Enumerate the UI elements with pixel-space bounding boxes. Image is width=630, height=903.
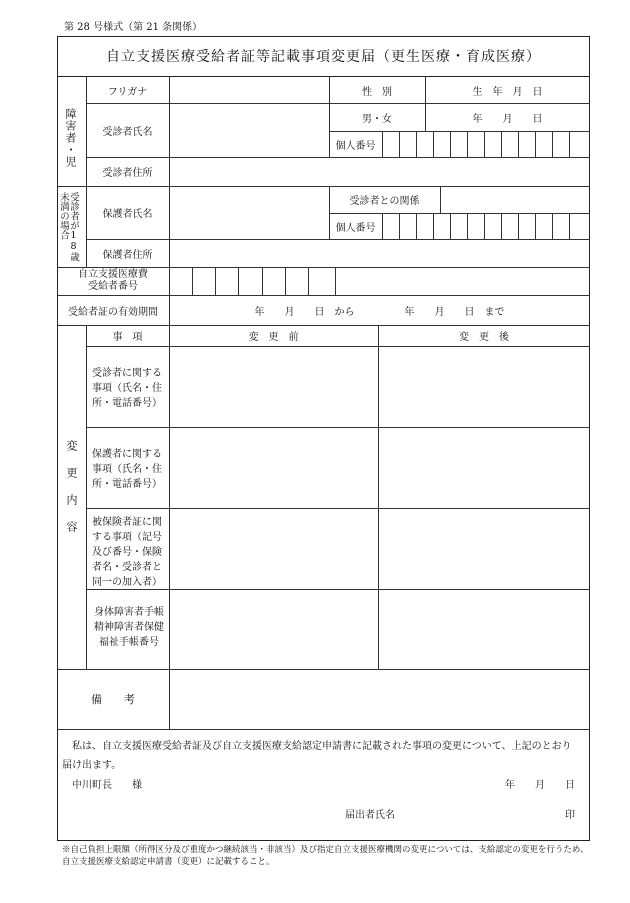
form-number: 第 28 号様式（第 21 条関係） [64, 22, 203, 33]
patient-address-label: 受診者住所 [102, 168, 153, 179]
change-row-handbook: 身体障害者手帳 精神障害者保健 福祉手帳番号 [94, 607, 164, 648]
gender-options: 男・女 [362, 113, 392, 125]
change-row-patient: 受診者に関する事項（氏名・住所・電話番号） [92, 368, 162, 409]
gender-label: 性 別 [362, 86, 392, 98]
validity-label: 受給者証の有効期間 [68, 306, 158, 318]
guardian-name-label: 保護者氏名 [102, 209, 153, 220]
col-after-header: 変 更 後 [459, 332, 509, 343]
guardian-individual-number-label: 個人番号 [335, 222, 376, 234]
addressee: 中川町長 様 [72, 780, 142, 791]
change-row-guardian: 保護者に関する事項（氏名・住所・電話番号） [92, 449, 162, 490]
section-change-label: 変更内容 [65, 440, 78, 548]
recipient-number-label: 自立支援医療費 受給者番号 [78, 269, 148, 292]
seal-mark: 印 [565, 810, 575, 821]
form-title: 自立支援医療受給者証等記載事項変更届（更生医療・育成医療） [57, 36, 590, 77]
birth-date-value: 年 月 日 [472, 113, 543, 125]
furigana-label: フリガナ [107, 86, 148, 98]
birth-date-label: 生 年 月 日 [472, 86, 543, 98]
section-patient-label: 障害者・児 [64, 108, 77, 168]
applicant-name-label: 届出者氏名 [345, 810, 395, 821]
change-row-insurance: 被保険者証に関する事項（記号及び番号・保険者名・受診者と同一の加入者） [92, 517, 162, 588]
declaration-date: 年 月 日 [505, 780, 575, 791]
footnote: ※自己負担上限額（所得区分及び重度かつ継続該当・非該当）及び指定自立支援医療機関の変更については、支給認定の変更を行うため、自立支援医療支給認定申請書（変更）に記載すること。 [62, 845, 589, 867]
guardian-address-label: 保護者住所 [102, 249, 153, 261]
relation-label: 受診者との関係 [349, 196, 420, 207]
remarks-label: 備 考 [91, 693, 135, 706]
declaration-line1: 私は、自立支援医療受給者証及び自立支援医療支給認定申請書に記載された事項の変更について、上記のとおり [72, 741, 572, 752]
declaration-line2: 届け出ます。 [62, 760, 122, 771]
validity-value: 年 月 日 から 年 月 日 まで [254, 306, 505, 318]
col-item-header: 事 項 [112, 332, 143, 343]
patient-individual-number-label: 個人番号 [335, 140, 376, 152]
section-guardian-label: 受診者が18歳未満の場合 [58, 192, 79, 262]
col-before-header: 変 更 前 [248, 332, 299, 343]
patient-name-label: 受診者氏名 [102, 126, 153, 138]
